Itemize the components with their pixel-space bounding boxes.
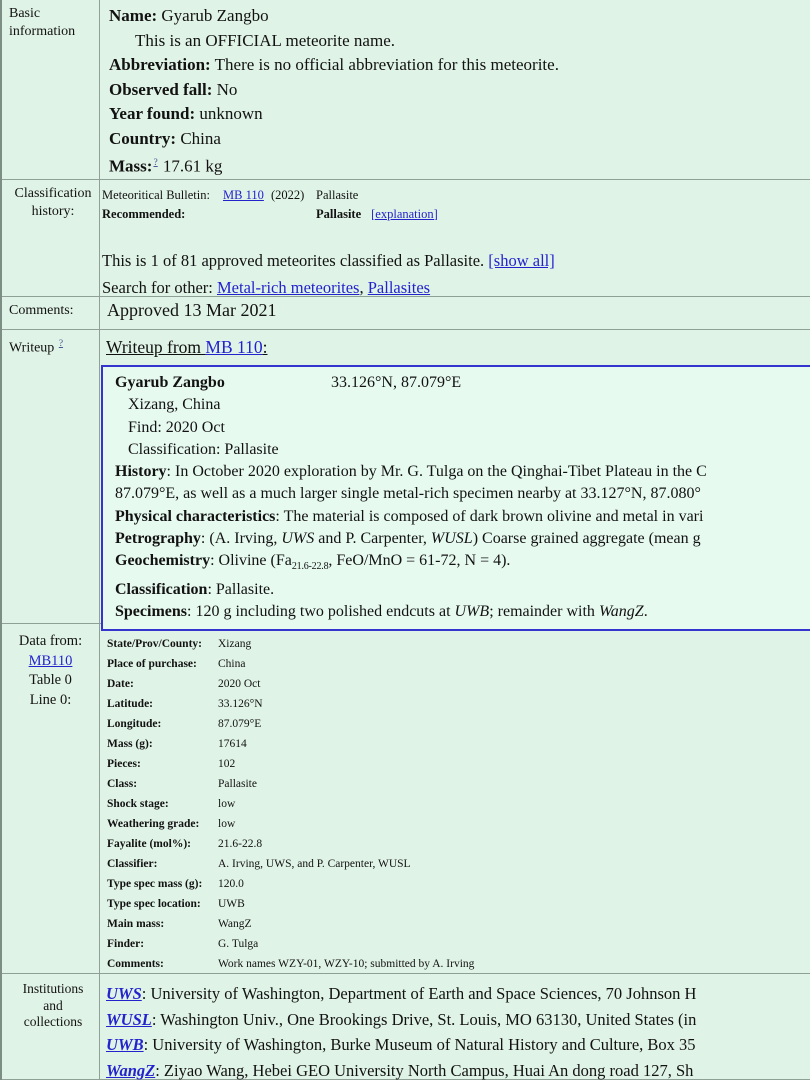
writeup-help-icon[interactable]: ? (58, 339, 64, 349)
comments-content (100, 297, 810, 329)
institution-link[interactable]: WUSL (106, 1009, 152, 1029)
institution-text: : University of Washington, Department of Earth and Space Sciences, 70 Johnson H (141, 984, 697, 1003)
label-text: Basic (9, 6, 41, 21)
data-field-value: 87.079°E (218, 718, 262, 730)
institution-link[interactable]: UWB (106, 1035, 144, 1054)
institution-link[interactable]: WangZ (106, 1060, 156, 1080)
data-field-label: Shock stage: (107, 798, 169, 810)
data-field-label: Mass (g): (107, 738, 153, 750)
data-field-label: Type spec mass (g): (107, 878, 203, 890)
data-field-value: A. Irving, UWS, and P. Carpenter, WUSL (218, 858, 411, 870)
text-segment: . (643, 602, 648, 620)
institution-entry (106, 981, 810, 1007)
data-field-value: 17614 (218, 738, 247, 750)
text-segment: Writeup (9, 340, 58, 356)
classification-history-label (2, 180, 100, 296)
text-segment: There is no official abbreviation for this meteorite. (210, 55, 559, 74)
text-segment: 17.61 kg (158, 156, 223, 176)
institution-link[interactable]: UWS (106, 984, 142, 1003)
text-segment: , FeO/MnO = 61-72, N = 4). (328, 552, 511, 570)
data-field-label: Type spec location: (107, 898, 201, 910)
observed-fall-line (109, 78, 810, 103)
show-all-link[interactable]: [show all] (488, 251, 555, 270)
text-segment: ; remainder with (489, 602, 599, 620)
data-field-value: China (218, 658, 246, 670)
institutions-list (100, 974, 810, 1080)
text-segment: 21.6-22.8 (291, 561, 329, 573)
data-table-row (107, 854, 810, 874)
text-segment: 87.079°E, as well as a much larger single metal-rich specimen nearby at 33.127°N, 87.080° (115, 485, 701, 503)
data-field-value: Pallasite (218, 778, 257, 790)
metal-rich-meteorites-link[interactable]: Metal-rich meteorites (217, 278, 360, 297)
data-table-row (107, 694, 810, 714)
data-field-label: Longitude: (107, 718, 162, 730)
basic-information-content (100, 0, 810, 179)
text-segment: : The material is composed of dark brown olivine and metal in vari (275, 507, 704, 525)
mb110-writeup-link[interactable]: MB 110 (205, 337, 263, 357)
label-text: history: (31, 204, 75, 219)
mb110-data-link[interactable]: MB110 (28, 652, 73, 669)
data-field-label: Date: (107, 678, 134, 690)
writeup-title-line (115, 372, 810, 394)
text-segment: Physical characteristics (115, 507, 276, 525)
institutions-content (100, 974, 810, 1079)
text-segment: Geochemistry (115, 552, 211, 570)
data-field-label: Classifier: (107, 858, 158, 870)
writeup-place: Xizang, China (128, 396, 221, 414)
data-table-row (107, 834, 810, 854)
text-segment: UWS (281, 530, 315, 548)
recommended-label: Recommended: (102, 206, 186, 221)
official-name-note (109, 29, 810, 54)
institution-entry (106, 1058, 810, 1080)
data-field-value: 120.0 (218, 878, 244, 890)
text-segment: Search for other: (102, 278, 217, 297)
comments-label (2, 297, 100, 329)
mass-line (109, 151, 810, 179)
data-field-label: State/Prov/County: (107, 638, 202, 650)
institution-entry (106, 1032, 810, 1058)
writeup-heading-link[interactable] (100, 330, 810, 358)
data-field-label: Fayalite (mol%): (107, 838, 191, 850)
writeup-classification-line (115, 579, 810, 601)
text-segment: This is an OFFICIAL meteorite name. (135, 30, 395, 50)
text-segment: Classification (115, 580, 208, 598)
text-segment: : 120 g including two polished endcuts at (187, 602, 455, 620)
text-segment: China (176, 128, 221, 148)
data-field-value: Xizang (218, 638, 252, 650)
writeup-history-continued (115, 483, 810, 505)
bulletin-year: (2022) (271, 188, 305, 202)
institutions-label (2, 974, 100, 1079)
text-segment: Year found: (109, 104, 196, 123)
data-table (100, 624, 810, 974)
institution-entry (106, 1007, 810, 1033)
data-table-row (107, 894, 810, 914)
text-segment: Country: (109, 128, 177, 148)
label-text: Classification (14, 186, 92, 201)
data-field-value: 33.126°N (218, 698, 263, 710)
data-field-label: Comments: (107, 958, 164, 970)
data-field-value: 2020 Oct (218, 678, 261, 690)
institution-text: : Washington Univ., One Brookings Drive, St. Louis, MO 63130, United States (in (151, 1009, 697, 1029)
data-table-row (107, 914, 810, 934)
text-segment: Observed fall: (109, 79, 213, 99)
approved-count-line (102, 247, 810, 274)
text-segment: , (359, 278, 368, 297)
label-text: Table 0 (29, 672, 72, 688)
data-table-row (107, 734, 810, 754)
text-segment: No (212, 79, 238, 99)
classification-history-row (2, 180, 810, 297)
data-field-value: UWB (218, 898, 245, 910)
label-text: Data from: (18, 633, 83, 649)
text-segment: Abbreviation: (109, 55, 211, 74)
data-field-label: Class: (107, 778, 138, 790)
country-line (109, 127, 810, 152)
label-text: Institutions (22, 981, 84, 996)
writeup-specimens (115, 601, 810, 623)
text-segment: : (A. Irving, (200, 530, 282, 548)
text-segment: : Olivine (Fa (210, 552, 292, 570)
text-segment: History (115, 463, 167, 481)
data-table-row (107, 934, 810, 954)
data-field-value: 102 (218, 758, 236, 770)
data-field-label: Weathering grade: (107, 818, 200, 830)
text-segment: WUSL (430, 530, 473, 548)
text-segment: : (262, 337, 268, 357)
classification-history-content (100, 180, 810, 296)
pallasites-link[interactable]: Pallasites (367, 278, 431, 297)
data-table-row (107, 674, 810, 694)
mass-help-icon[interactable]: ? (153, 158, 158, 168)
data-table-row (107, 754, 810, 774)
data-table-row (107, 814, 810, 834)
text-segment: : Pallasite. (207, 580, 275, 598)
writeup-petrography (115, 528, 810, 550)
data-field-label: Finder: (107, 938, 145, 950)
bulletin-label: Meteoritical Bulletin: (102, 188, 210, 202)
data-field-value: low (218, 798, 236, 810)
text-segment: UWB (454, 602, 490, 620)
text-segment: ) Coarse grained aggregate (mean g (472, 530, 701, 548)
data-table-row (107, 954, 810, 974)
writeup-row (2, 330, 810, 624)
comments-row (2, 297, 810, 330)
data-table-row (107, 654, 810, 674)
abbreviation-line (109, 53, 810, 78)
writeup-label (2, 330, 100, 623)
text-segment: Petrography (115, 530, 201, 548)
year-found-line (109, 102, 810, 127)
bulletin-class: Pallasite (316, 188, 359, 202)
institution-text: : University of Washington, Burke Museum of Natural History and Culture, Box 35 (143, 1035, 696, 1054)
text-segment: WangZ (598, 602, 644, 620)
text-segment: Mass: (109, 156, 153, 176)
text-segment: Writeup from (106, 337, 206, 357)
text-segment: Gyarub Zangbo (157, 6, 269, 25)
data-field-value: low (218, 818, 236, 830)
institutions-row (2, 974, 810, 1080)
text-segment: unknown (195, 104, 263, 123)
data-field-label: Main mass: (107, 918, 165, 930)
basic-information-row (2, 0, 810, 180)
meteorite-name-line (109, 4, 810, 29)
mb110-bulletin-link[interactable]: MB 110 (223, 188, 264, 202)
writeup-box (101, 365, 810, 631)
data-table-row (107, 794, 810, 814)
writeup-history (115, 461, 810, 483)
data-field-value: Work names WZY-01, WZY-10; submitted by A. Irving (218, 958, 475, 970)
text-segment: This is 1 of 81 approved meteorites classified as Pallasite. (102, 251, 489, 270)
data-from-row (2, 624, 810, 974)
data-from-content (100, 624, 810, 973)
data-field-label: Place of purchase: (107, 658, 197, 670)
data-table-row (107, 874, 810, 894)
data-field-value: 21.6-22.8 (218, 838, 263, 850)
label-text: and (43, 997, 63, 1013)
writeup-physical (115, 506, 810, 528)
label-text: collections (23, 1014, 83, 1029)
writeup-classification: Classification: Pallasite (128, 440, 279, 458)
label-text: Comments: (9, 303, 74, 318)
institution-text: : Ziyao Wang, Hebei GEO University North Campus, Huai An dong road 127, Sh (155, 1060, 694, 1080)
writeup-content (100, 330, 810, 623)
writeup-geochemistry (115, 550, 810, 578)
approved-date: Approved 13 Mar 2021 (107, 300, 277, 320)
data-field-label: Latitude: (107, 698, 153, 710)
text-segment: and P. Carpenter, (314, 530, 431, 548)
data-field-value: G. Tulga (218, 938, 259, 950)
data-table-row (107, 774, 810, 794)
data-table-row (107, 634, 810, 654)
label-text: Line 0: (29, 691, 72, 708)
label-text: information (9, 24, 76, 39)
text-segment: : In October 2020 exploration by Mr. G. Tulga on the Qinghai-Tibet Plateau in the C (166, 463, 707, 481)
text-segment: Specimens (115, 602, 187, 620)
data-table-row (107, 714, 810, 734)
data-from-label (2, 624, 100, 973)
writeup-coordinates: 33.126°N, 87.079°E (331, 374, 462, 391)
label-text (9, 335, 97, 358)
text-segment: Name: (109, 6, 158, 25)
basic-information-label (2, 0, 100, 179)
writeup-find: Find: 2020 Oct (128, 418, 225, 436)
bulletin-mini-table (100, 180, 810, 223)
writeup-meteorite-name: Gyarub Zangbo (115, 374, 225, 391)
recommended-class: Pallasite (316, 206, 362, 221)
data-field-value: WangZ (218, 918, 252, 930)
explanation-link[interactable]: [explanation] (371, 206, 438, 221)
data-field-label: Pieces: (107, 758, 141, 770)
